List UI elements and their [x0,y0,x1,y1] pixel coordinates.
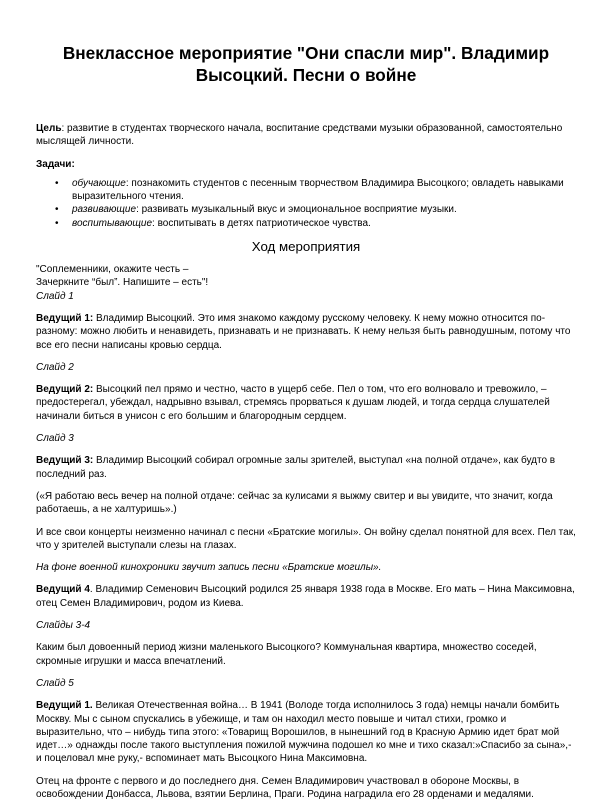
bullet-icon: • [55,217,59,229]
speaker-text: Великая Отечественная война… В 1941 (Володе тогда исполнилось 3 года) немцы начали бомбить Москву. Мы с сыном спускались в убежище, и там он находил место повыше и читал стихи, громко и выразительно, что – нибудь типа этого: «Товарищ Ворошилов, в нынешний год в Красную Армию идет брат мой идет…» однажды после такого выступления пожилой мужчина подошел ко мне и тихо сказал:»Спасибо за сына»,- и поцеловал мне руку,- вспоминает мать Высоцкого Нина Максимовна. [36,700,572,765]
slide-label: Слайд 1 [36,290,74,302]
speaker-paragraph [36,699,576,765]
task-text: : познакомить студентов с песенным творчеством Владимира Высоцкого; овладеть навыками выразительного чтения. [72,177,564,203]
speaker-label: Ведущий 1. [36,700,93,712]
paragraph: («Я работаю весь вечер на полной отдаче: сейчас за кулисами я выжму свитер и вы увидите, что значит, когда работаешь, а не халтуришь».) [36,490,553,516]
speaker-paragraph [36,454,576,481]
task-term: воспитывающие [72,217,153,229]
speaker-label: Ведущий 1: [36,312,94,324]
speaker-paragraph [36,383,576,423]
slide-label: Слайд 5 [36,677,74,689]
bullet-icon: • [55,204,59,216]
list-item [36,177,576,204]
task-term: развивающие [72,204,137,216]
goal-text: : развитие в студентах творческого начала, воспитание средствами музыки образованной, самостоятельно мыслящей личности. [36,123,563,148]
speaker-text: . Владимир Семенович Высоцкий родился 25 января 1938 года в Москве. Его мать – Нина Максимовна, отец Семен Владимирович, родом из Киева. [36,584,575,609]
goal-label: Цель [36,123,62,134]
bullet-icon: • [55,177,59,189]
slide-label: Слайды 3-4 [36,620,91,632]
section-heading: Ход мероприятия [251,239,361,255]
slide-label: На фоне военной кинохроники звучит запись песни «Братские могилы». [36,562,382,574]
paragraph: Каким был довоенный период жизни маленького Высоцкого? Коммунальная квартира, множество соседей, скромные игрушки и масса впечатлений. [36,642,537,667]
speaker-paragraph [36,583,576,610]
page-title: Внеклассное мероприятие "Они спасли мир". Владимир Высоцкий. Песни о войне [62,43,550,85]
speaker-paragraph [36,312,576,352]
epigraph [36,263,576,303]
goal-paragraph [36,122,576,149]
tasks-label: Задачи: [36,158,75,170]
paragraph: Отец на фронте с первого и до последнего дня. Семен Владимирович участвовал в обороне Москвы, в освобождении Донбасса, Львова, взятии Берлина, Праги. Родина наградила его 28 орденами и медалями. [36,775,534,800]
speaker-label: Ведущий 4 [36,584,90,596]
speaker-text: Высоцкий пел прямо и честно, часто в ущерб себе. Пел о том, что его волновало и тревожило, – предостерегал, убеждал, надрывно взывал, стремясь прорваться к душам людей, и тогда сердца слушателей начинали биться в унисон с его большим и благородным сердцем. [36,384,550,422]
slide-label: Слайд 3 [36,433,74,445]
list-item [36,217,576,230]
speaker-text: Владимир Высоцкий собирал огромные залы зрителей, выступал «на полной отдаче», как будто в последний раз. [36,455,556,480]
epigraph-line: "Соплеменники, окажите честь – [36,264,189,276]
epigraph-line: Зачеркните “был”. Напишите – есть"! [36,277,209,289]
paragraph: И все свои концерты неизменно начинал с песни «Братские могилы». Он войну сделал понятной для всех. Пел так, что у зрителей выступали слезы на глазах. [36,526,576,551]
speaker-label: Ведущий 2: [36,384,94,396]
speaker-text: Владимир Высоцкий. Это имя знакомо каждому русскому человеку. К нему можно относится по-разному: можно любить и ненавидеть, признавать и не признавать. К нему нельзя быть равнодушным, потому что все его песни написаны кровью сердца. [36,312,571,351]
list-item [36,203,576,216]
tasks-list [36,177,576,230]
slide-label: Слайд 2 [36,361,74,373]
task-text: : воспитывать в детях патриотическое чувства. [152,217,371,229]
document-page [36,42,576,810]
task-text: : развивать музыкальный вкус и эмоциональное восприятие музыки. [136,204,457,216]
content-blocks [36,312,576,801]
speaker-label: Ведущий 3: [36,455,94,467]
task-term: обучающие [72,177,126,189]
